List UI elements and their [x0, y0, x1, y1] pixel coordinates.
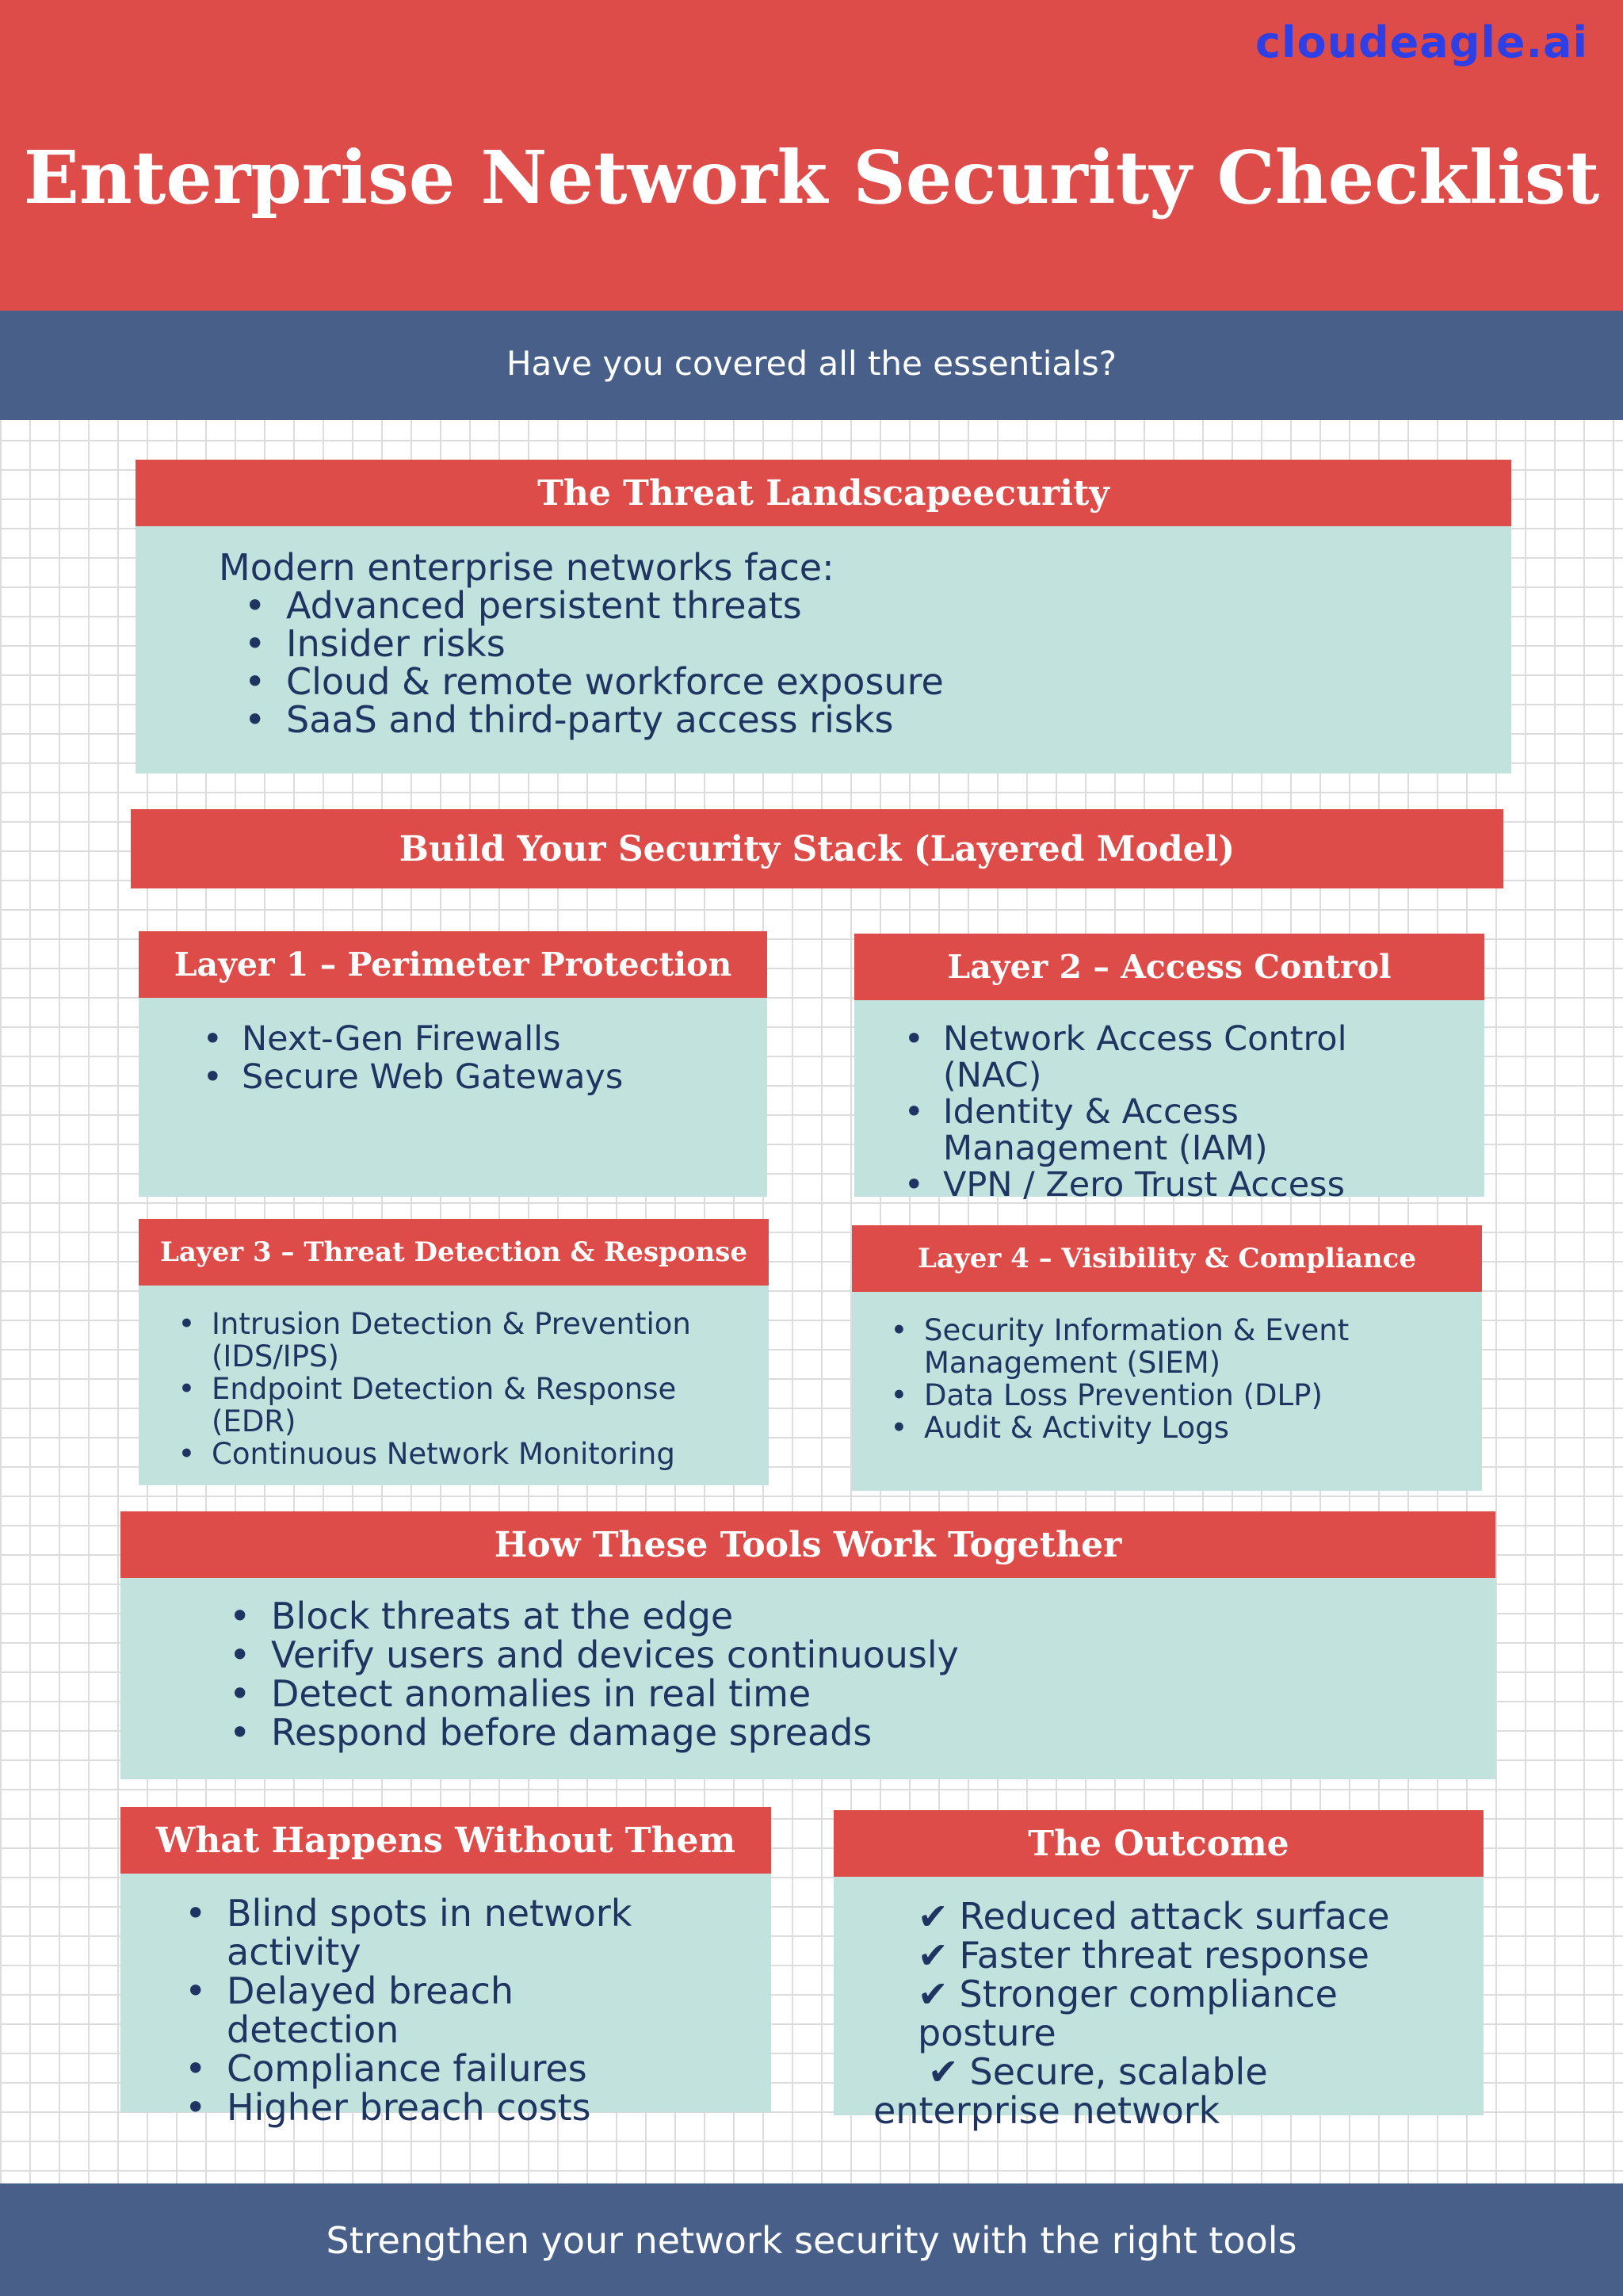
check-icon: ✔: [918, 1973, 949, 2015]
list-item: ✔ Reduced attack surface: [918, 1895, 1390, 1938]
list-item: • Audit & Activity Logs: [924, 1412, 1400, 1444]
layer-2-list: [943, 1021, 1450, 1203]
layer-1-list: [242, 1020, 623, 1096]
list-item: • Endpoint Detection & Response (EDR): [212, 1373, 750, 1438]
subheader-text: Have you covered all the essentials?: [506, 344, 1117, 383]
layer-3-body: [139, 1286, 769, 1485]
list-item: • Higher breach costs: [227, 2088, 670, 2127]
layer-1-card: [139, 931, 767, 1197]
list-item: • Advanced persistent threats: [286, 586, 944, 625]
layer-2-body: [854, 1000, 1484, 1205]
layer-2-card: [854, 934, 1484, 1205]
list-item: • Insider risks: [286, 625, 944, 663]
threat-landscape-heading: The Threat Landscapeecurity: [136, 460, 1511, 526]
tools-together-body: [120, 1578, 1495, 1779]
list-item: • Respond before damage spreads: [271, 1713, 959, 1752]
threat-landscape-card: [136, 460, 1511, 774]
list-item: ✔ Stronger compliance posture: [918, 1973, 1338, 2054]
brand-logo[interactable]: cloudeagle.ai: [1254, 17, 1588, 67]
list-item: • Blind spots in network activity: [227, 1894, 670, 1972]
list-item: • VPN / Zero Trust Access: [943, 1167, 1450, 1203]
outcome-heading: The Outcome: [834, 1810, 1484, 1877]
list-item: • Data Loss Prevention (DLP): [924, 1379, 1400, 1412]
list-item: • Detect anomalies in real time: [271, 1675, 959, 1713]
check-icon: ✔: [918, 1934, 949, 1977]
list-item: • Next-Gen Firewalls: [242, 1020, 623, 1058]
tools-together-card: [120, 1511, 1495, 1779]
list-item: • Network Access Control (NAC): [943, 1021, 1450, 1094]
without-them-heading: What Happens Without Them: [120, 1807, 771, 1874]
security-stack-heading: Build Your Security Stack (Layered Model): [131, 809, 1503, 888]
footer-text: Strengthen your network security with the right tools: [326, 2219, 1297, 2262]
without-them-card: [120, 1807, 771, 2129]
header-banner: [0, 0, 1623, 311]
footer-bar: [0, 2183, 1623, 2296]
without-them-body: [120, 1874, 771, 2129]
check-icon: ✔: [928, 2050, 959, 2093]
check-icon: ✔: [918, 1895, 949, 1938]
layer-3-heading: Layer 3 – Threat Detection & Response: [139, 1219, 769, 1286]
list-item: • Verify users and devices continuously: [271, 1636, 959, 1675]
list-item: • Delayed breach detection: [227, 1972, 670, 2050]
layer-1-heading: Layer 1 – Perimeter Protection: [139, 931, 767, 998]
list-item: ✔ Faster threat response: [918, 1934, 1369, 1977]
outcome-body: [834, 1877, 1484, 2132]
outcome-card: [834, 1810, 1484, 2132]
list-item: • SaaS and third-party access risks: [286, 701, 944, 739]
layer-4-list: [924, 1314, 1400, 1444]
without-them-list: [227, 1894, 670, 2127]
list-item: ✔ Secure, scalable enterprise network: [873, 2050, 1268, 2132]
layer-2-heading: Layer 2 – Access Control: [854, 934, 1484, 1000]
list-item: • Intrusion Detection & Prevention (IDS/IPS): [212, 1308, 750, 1373]
list-item: • Continuous Network Monitoring: [212, 1438, 750, 1470]
layer-4-card: [852, 1225, 1482, 1491]
page-title: Enterprise Network Security Checklist: [23, 135, 1600, 220]
list-item: • Compliance failures: [227, 2050, 670, 2088]
threat-landscape-body: [136, 526, 1511, 774]
subheader-bar: [0, 311, 1623, 420]
layer-1-body: [139, 998, 767, 1197]
layer-3-list: [212, 1308, 750, 1470]
tools-together-list: [271, 1597, 959, 1752]
list-item: • Cloud & remote workforce exposure: [286, 663, 944, 701]
layer-3-card: [139, 1219, 769, 1485]
layer-4-body: [852, 1292, 1482, 1491]
threat-list: [286, 586, 944, 739]
list-item: • Secure Web Gateways: [242, 1058, 623, 1096]
outcome-list: [873, 1897, 1460, 2130]
layer-4-heading: Layer 4 – Visibility & Compliance: [852, 1225, 1482, 1292]
list-item: • Security Information & Event Management (SIEM): [924, 1314, 1400, 1379]
threat-intro: Modern enterprise networks face:: [219, 546, 834, 589]
list-item: • Block threats at the edge: [271, 1597, 959, 1636]
tools-together-heading: How These Tools Work Together: [120, 1511, 1495, 1578]
list-item: • Identity & Access Management (IAM): [943, 1094, 1450, 1167]
